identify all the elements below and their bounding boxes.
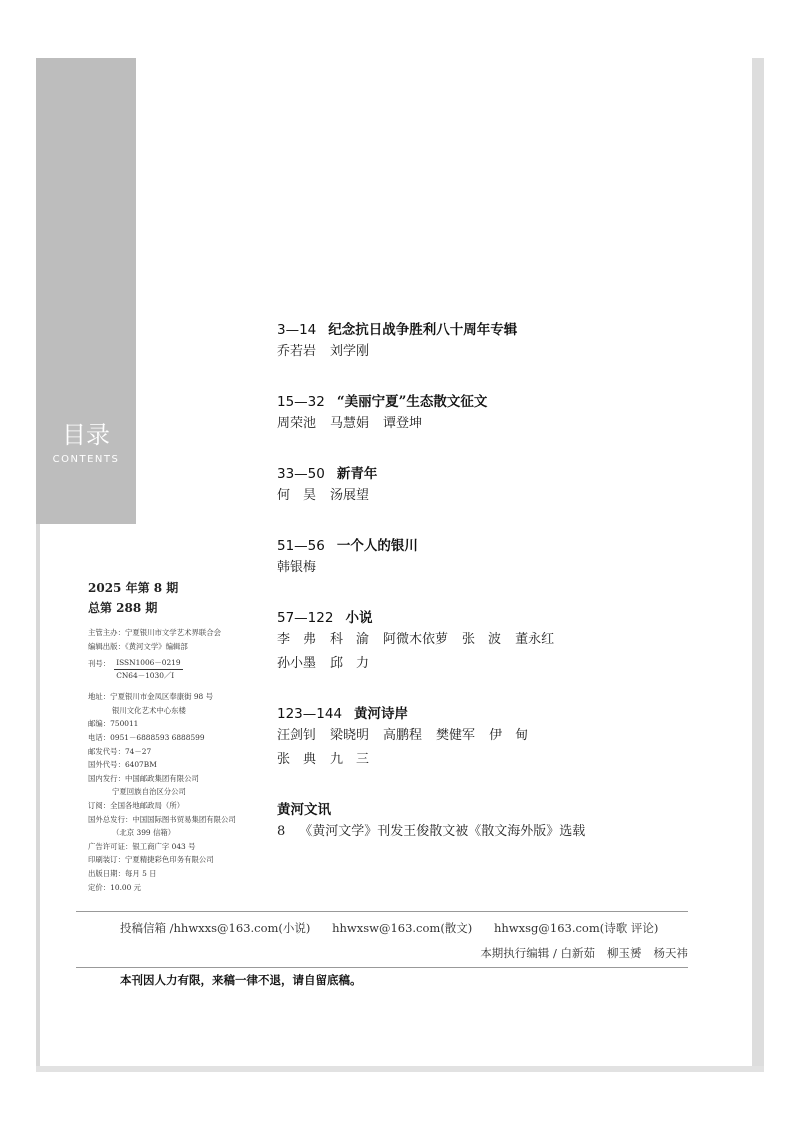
author: 汪剑钊 — [277, 728, 317, 743]
author: 汤展望 — [330, 488, 370, 503]
issue-editors — [480, 945, 688, 961]
email-poetry[interactable]: hhwxsg@163.com(诗歌 评论) — [493, 921, 659, 935]
toc-title: 新青年 — [336, 466, 378, 482]
email-fiction[interactable]: 投稿信箱 /hhwxxs@163.com(小说) — [120, 921, 311, 935]
toc-title: 小说 — [345, 610, 373, 626]
toc-authors — [277, 484, 383, 508]
foreign-distribution-2: （北京 399 信箱） — [112, 828, 176, 838]
price: 定价：10.00 元 — [88, 882, 142, 892]
page-edge-right — [752, 58, 764, 1072]
author: 邱 力 — [330, 656, 370, 671]
total-issue: 总第 288 期 — [88, 601, 158, 615]
year-issue: 2025 年第 8 期 — [88, 581, 179, 595]
footer-divider-bottom — [76, 967, 688, 968]
author: 高鹏程 — [383, 728, 423, 743]
toc-pages: 57—122 — [277, 610, 334, 626]
subscribe: 订阅：全国各地邮政局（所） — [88, 800, 185, 810]
author: 韩银梅 — [277, 560, 317, 575]
toc-entry[interactable] — [277, 464, 383, 508]
toc-entry[interactable] — [277, 392, 487, 436]
author: 梁晓明 — [330, 728, 370, 743]
author: 张 典 — [277, 752, 317, 767]
news-item-page: 8 — [277, 824, 286, 839]
editor: 编辑出版：《黄河文学》编辑部 — [88, 641, 188, 651]
author: 九 三 — [330, 752, 370, 767]
domestic-distribution-1: 国内发行：中国邮政集团有限公司 — [88, 773, 199, 783]
author: 周荣池 — [277, 416, 317, 431]
issn-number: ISSN1006－0219 — [114, 657, 182, 670]
toc-authors — [277, 412, 487, 436]
news-item[interactable] — [277, 820, 585, 844]
news-item-text: 《黄河文学》刊发王俊散文被《散文海外版》选载 — [299, 824, 586, 839]
author: 马慧娟 — [330, 416, 370, 431]
author: 伊 甸 — [489, 728, 529, 743]
toc-authors — [277, 652, 568, 676]
author: 樊健军 — [436, 728, 476, 743]
toc-title: “美丽宁夏”生态散文征文 — [336, 394, 488, 410]
toc-authors — [277, 724, 542, 748]
toc-authors — [277, 628, 568, 652]
contents-heading — [36, 422, 136, 465]
foreign-distribution-1: 国外总发行：中国国际图书贸易集团有限公司 — [88, 814, 236, 824]
address-line-2: 银川文化艺术中心东楼 — [112, 705, 186, 715]
phone: 电话：0951－6888593 6888599 — [88, 732, 205, 742]
toc-title: 纪念抗日战争胜利八十周年专辑 — [328, 322, 518, 338]
printer: 印刷装订：宁夏精捷彩色印务有限公司 — [88, 855, 214, 865]
editor-name: 柳玉赟 — [607, 946, 642, 960]
issn-box — [114, 657, 182, 682]
author: 李 弗 — [277, 632, 317, 647]
sponsor: 主管主办：宁夏银川市文学艺术界联合会 — [88, 628, 222, 637]
toc-title: 黄河诗岸 — [354, 706, 409, 722]
toc-authors — [277, 748, 542, 772]
email-prose[interactable]: hhwxsw@163.com(散文) — [332, 921, 473, 935]
author: 谭登坤 — [383, 416, 423, 431]
domestic-distribution-2: 宁夏回族自治区分公司 — [112, 787, 186, 797]
page-edge-bottom — [36, 1066, 764, 1072]
author: 阿微木依萝 — [383, 632, 449, 647]
editors-label: 本期执行编辑 / 白新茹 — [480, 946, 595, 960]
author: 刘学刚 — [330, 344, 370, 359]
issn-label: 刊号： — [88, 659, 111, 669]
postcode: 邮编：750011 — [88, 719, 139, 729]
address-line-1: 地址：宁夏银川市金凤区奉康街 98 号 — [88, 692, 213, 702]
ad-license: 广告许可证：银工商广字 043 号 — [88, 841, 196, 851]
author: 张 波 — [462, 632, 502, 647]
toc-pages: 51—56 — [277, 538, 325, 554]
toc-entry[interactable] — [277, 536, 418, 580]
toc-pages: 123—144 — [277, 706, 343, 722]
submission-notice: 本刊因人力有限，来稿一律不退，请自留底稿。 — [120, 973, 362, 987]
issue-info — [88, 578, 178, 618]
toc-authors — [277, 340, 517, 364]
author: 何 昊 — [277, 488, 317, 503]
author: 董永红 — [515, 632, 555, 647]
toc-entry[interactable] — [277, 608, 568, 676]
news-section — [277, 800, 585, 844]
submission-emails — [120, 920, 676, 936]
cn-number: CN64－1030／I — [116, 671, 175, 681]
postal-code: 邮发代号：74－27 — [88, 746, 152, 756]
issn-row — [88, 657, 236, 682]
author: 科 渝 — [330, 632, 370, 647]
author: 孙小墨 — [277, 656, 317, 671]
toc-authors — [277, 556, 418, 580]
editor-name: 杨天祎 — [653, 946, 688, 960]
toc-entry[interactable] — [277, 704, 542, 772]
toc-pages: 3—14 — [277, 322, 317, 338]
mulu-label: 目录 — [62, 421, 110, 449]
publication-info — [88, 626, 236, 894]
news-title: 黄河文讯 — [277, 802, 331, 818]
foreign-code: 国外代号：6407BM — [88, 760, 157, 770]
pub-date: 出版日期：每月 5 日 — [88, 868, 157, 878]
toc-pages: 33—50 — [277, 466, 325, 482]
contents-label: CONTENTS — [52, 454, 120, 465]
author: 乔若岩 — [277, 344, 317, 359]
footer-divider-top — [76, 911, 688, 912]
toc-entry[interactable] — [277, 320, 517, 364]
toc-pages: 15—32 — [277, 394, 325, 410]
toc-title: 一个人的银川 — [336, 538, 418, 554]
